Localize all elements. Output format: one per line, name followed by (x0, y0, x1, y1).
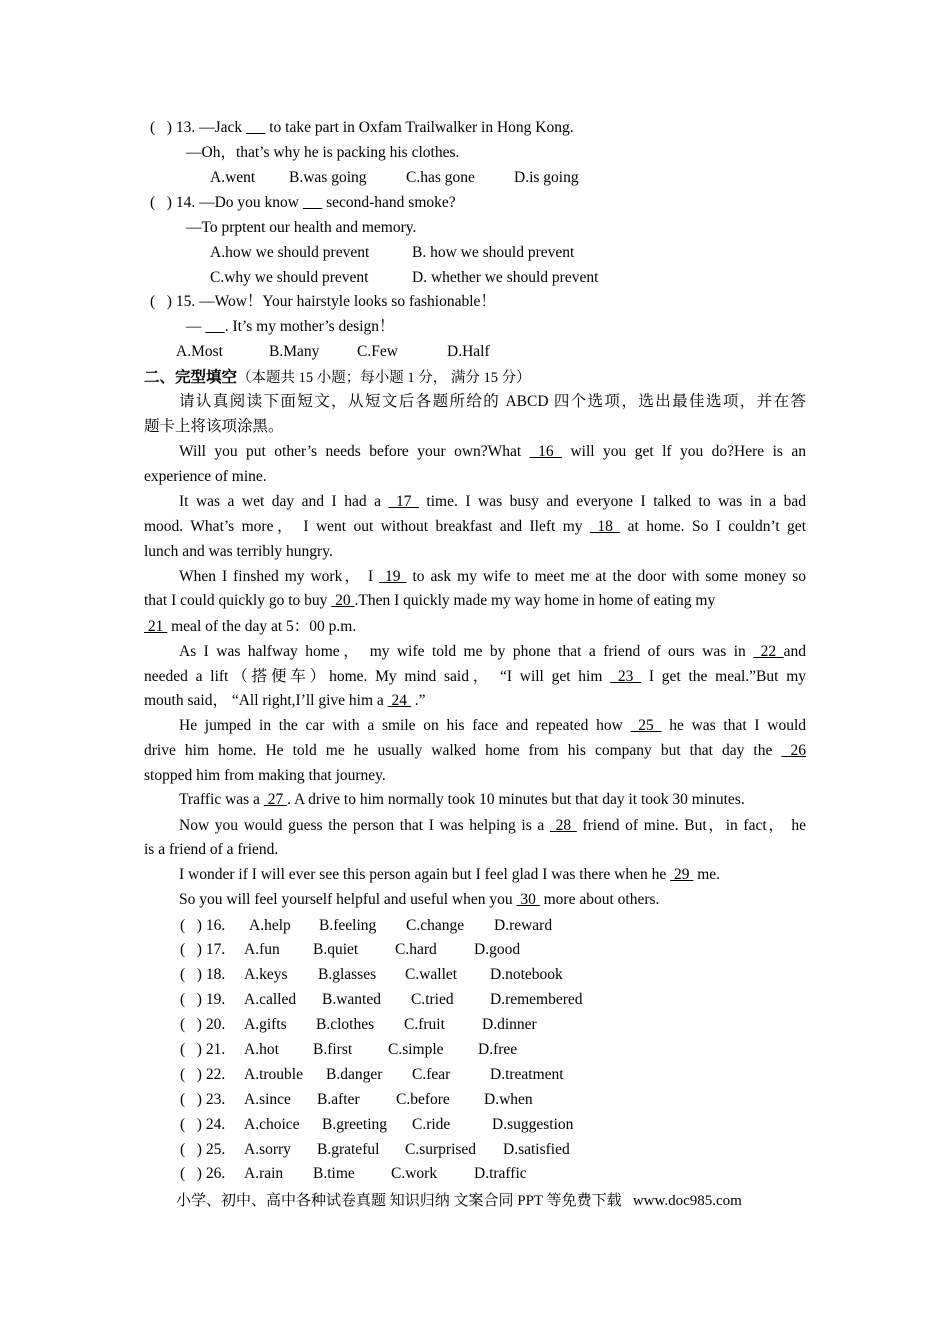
q13-option-b: B.was going (289, 169, 367, 186)
blank-17: 17 (388, 493, 419, 510)
blank-29: 29 (670, 866, 694, 883)
blank-18: 18 (589, 518, 621, 535)
q14-blank (303, 194, 322, 211)
passage-line-4: mood. What’s more， I went out without breakfast and Ileft my 18 at home. So I couldn’t get (144, 518, 806, 535)
option-row-20: ( ) 20. (180, 1016, 226, 1033)
passage-line-14: stopped him from making that journey. (144, 767, 386, 784)
option-row-22: ( ) 22. (180, 1066, 226, 1083)
blank-24: 24 (387, 692, 411, 709)
q13-option-d: D.is going (514, 169, 579, 186)
question-15: ( ) 15. —Wow！Your hairstyle looks so fashionable！ (150, 293, 496, 310)
q14-option-b: B. how we should prevent (412, 244, 575, 261)
passage-line-3: It was a wet day and I had a 17 time. I was busy and everyone I talked to was in a bad (179, 493, 806, 510)
passage-line-8: 21 meal of the day at 5：00 p.m. (144, 618, 357, 635)
q13-stem: ( ) 13. —Jack (150, 119, 246, 136)
q13-stem-end: to take part in Oxfam Trailwalker in Hong Kong. (265, 119, 574, 136)
passage-line-1: Will you put other’s needs before your own?What 16 will you get lf you do?Here is an (179, 443, 806, 460)
q13-blank (246, 119, 265, 136)
passage-line-2: experience of mine. (144, 468, 267, 485)
passage-line-10: needed a lift（搭便车）home. My mind said， “I will get him 23 I get the meal.”But my (144, 668, 806, 685)
blank-28: 28 (549, 817, 577, 834)
blank-23: 23 (610, 668, 642, 685)
q14-reply: —To prptent our health and memory. (186, 219, 417, 236)
option-row-25: ( ) 25. (180, 1141, 226, 1158)
question-13 (150, 118, 574, 138)
passage-line-7: that I could quickly go to buy 20 .Then I quickly made my way home in home of eating my (144, 592, 716, 609)
passage-line-11: mouth said， “All right,I’ll give him a 24 .” (144, 692, 426, 709)
instruction-line-2: 题卡上将该项涂黑。 (144, 418, 284, 435)
footer-text: 小学、初中、高中各种试卷真题 知识归纳 文案合同 PPT 等免费下载 www.doc985.com (176, 1193, 742, 1209)
option-row-23: ( ) 23. (180, 1091, 226, 1108)
section-heading (144, 368, 531, 388)
passage-line-12: He jumped in the car with a smile on his face and repeated how 25 he was that I would (179, 717, 807, 734)
passage-line-5: lunch and was terribly hungry. (144, 543, 333, 560)
q15-option-b: B.Many (269, 343, 320, 360)
passage-line-17: is a friend of a friend. (144, 841, 279, 858)
option-row-18: ( ) 18. (180, 966, 226, 983)
blank-21: 21 (144, 618, 168, 635)
q15-blank (205, 318, 224, 335)
blank-16: 16 (529, 443, 563, 460)
blank-27: 27 (263, 791, 288, 808)
option-row-21: ( ) 21. (180, 1041, 226, 1058)
option-row-19: ( ) 19. (180, 991, 226, 1008)
option-row-17: ( ) 17. (180, 941, 226, 958)
passage-line-13: drive him home. He told me he usually walked home from his company but that day the 26 (144, 742, 806, 759)
option-row-16: ( ) 16. (180, 917, 230, 934)
blank-25: 25 (630, 717, 662, 734)
q13-reply: —Oh，that’s why he is packing his clothes. (186, 144, 460, 161)
passage-line-9: As I was halfway home， my wife told me by phone that a friend of ours was in 22 and (179, 643, 807, 660)
passage-line-19: So you will feel yourself helpful and useful when you 30 more about others. (179, 891, 660, 908)
blank-20: 20 (331, 592, 355, 609)
question-14 (150, 193, 456, 213)
q15-option-c: C.Few (357, 343, 398, 360)
section-note: （本题共 15 小题；每小题 1 分， 满分 15 分） (237, 370, 531, 386)
q13-option-c: C.has gone (406, 169, 475, 186)
q15-option-a: A.Most (176, 343, 223, 360)
q15-reply: — . It’s my mother’s design！ (186, 318, 395, 335)
q14-stem: ( ) 14. —Do you know (150, 194, 303, 211)
option-row-26: ( ) 26. (180, 1165, 226, 1182)
q13-option-a: A.went (210, 169, 256, 186)
passage-line-18: I wonder if I will ever see this person again but I feel glad I was there when he 29 me. (179, 866, 721, 883)
blank-30: 30 (516, 891, 540, 908)
blank-19: 19 (379, 568, 407, 585)
q14-option-d: D. whether we should prevent (412, 269, 599, 286)
passage-line-16: Now you would guess the person that I was helping is a 28 friend of mine. But，in fact， he (179, 817, 807, 834)
q14-stem-end: second-hand smoke? (322, 194, 456, 211)
blank-22: 22 (753, 643, 784, 660)
document-page: ( ) 13. —Jack to take part in Oxfam Trailwalker in Hong Kong. —Oh，that’s why he is packing his clothes. A.went B.was going C.has gone D.is going ( ) 14. —Do you know second-hand smoke? —To prptent our health and memory. A.how we should prevent B. how we should prevent C.why we should prevent D. whether we should prevent ( ) 15. —Wow！Your hairstyle looks so fashionable！ — . It’s my mother’s design！ A.Most B.Many C.Few D.Half 二、完型填空（本题共 15 小题；每小题 1 分， 满分 15 分） 请认真阅读下面短文，从短文后各题所给的 ABCD 四个选项，选出最佳选项，并在答 题卡上将该项涂黑。 Will you put other’s needs before your own?What 16 will you get lf you do?Here is an experience of mine. It was a wet day and I had a 17 time. I was busy and everyone I talked to was in a bad mood. What’s more， I went out without breakfast and Ileft my 18 at home. So I couldn’t get lunch and was terribly hungry. When I finshed my work， I 19 to ask my wife to meet me at the door with some money so that I could quickly go to buy 20 .Then I quickly made my way home in home of eating my 21 meal of the day at 5：00 p.m. As I was halfway home， my wife told me by phone that a friend of ours was in 22 and needed a lift（搭便车）home. My mind said， “I will get him 23 I get the meal.”But my mouth said， “All right,I’ll give him a 24 .” He jumped in the car with a smile on his face and repeated how 25 he was that I would drive him home. He told me he usually walked home from his company but that day the 26 stopped him from making that journey. Traffic was a 27 . A drive to him normally took 10 minutes but that day it took 30 minutes. Now you would guess the person that I was helping is a 28 friend of mine. But，in fact， he is a friend of a friend. I wonder if I will ever see this person again but I feel glad I was there when he 29 me. So you will feel yourself helpful and useful when you 30 more about others. ( ) 16. A.help B.feeling C.change D.reward ( ) 17. A.fun B.quiet C.hard D.good ( ) 18. A.keys B.glasses C.wallet D.notebook ( ) 19. A.called B.wanted C.tried D.remembered ( ) 20. A.gifts B.clothes C.fruit D.dinner ( ) 21. A.hot B.first C.simple D.free ( ) 22. A.trouble B.danger C.fear D.treatment ( ) 23. A.since B.after C.before D.when ( ) 24. A.choice B.greeting C.ride D.suggestion ( ) 25. A.sorry B.grateful C.surprised D.satisfied ( ) 26. A.rain B.time C.work D.traffic 小学、初中、高中各种试卷真题 知识归纳 文案合同 PPT 等免费下载 www.doc985.com (144, 119, 807, 1209)
passage-line-6: When I finshed my work， I 19 to ask my wife to meet me at the door with some money so (179, 568, 806, 585)
q15-option-d: D.Half (447, 343, 490, 360)
option-row-24: ( ) 24. (180, 1116, 226, 1133)
passage-line-15: Traffic was a 27 . A drive to him normally took 10 minutes but that day it took 30 minutes. (179, 791, 745, 808)
blank-26: 26 (781, 742, 806, 759)
q14-option-c: C.why we should prevent (210, 269, 369, 286)
section-title: 二、完型填空 (144, 369, 238, 386)
q14-option-a: A.how we should prevent (210, 244, 370, 261)
instruction-line-1: 请认真阅读下面短文，从短文后各题所给的 ABCD 四个选项，选出最佳选项，并在答 (179, 393, 806, 410)
